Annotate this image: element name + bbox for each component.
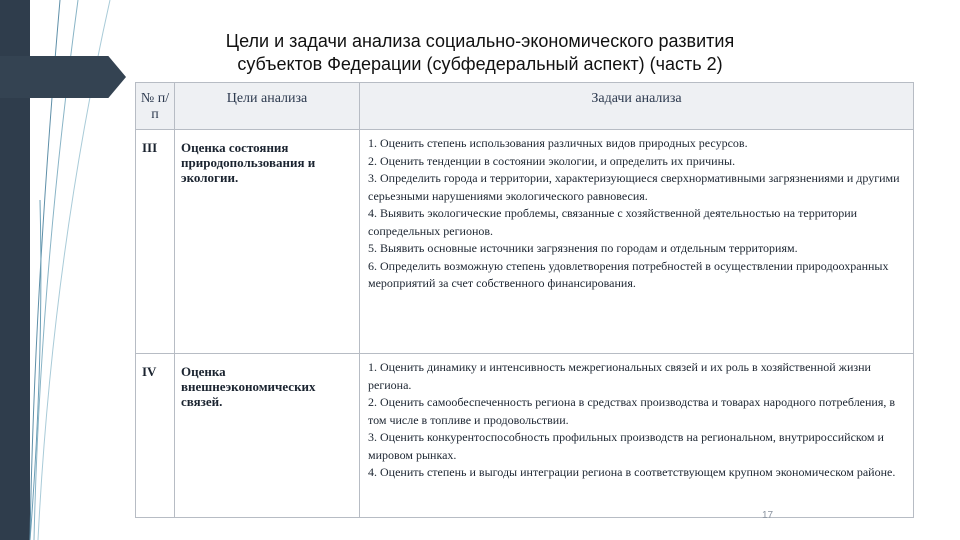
row-goal: Оценка состояния природопользования и экологии. <box>175 130 360 354</box>
analysis-table <box>135 82 914 518</box>
title-arrow-shape <box>0 56 126 98</box>
task-item: 3. Оценить конкурентоспособность профильных производств на региональном, внутрироссийском и мировом рынках. <box>368 430 884 462</box>
row-goal: Оценка внешнеэкономических связей. <box>175 354 360 518</box>
row-tasks <box>360 130 914 354</box>
task-item: 3. Определить города и территории, характеризующиеся сверхнормативными загрязнениями и другими серьезными нарушениями экологического равновесия. <box>368 171 900 203</box>
row-tasks <box>360 354 914 518</box>
header-tasks: Задачи анализа <box>360 83 914 130</box>
task-item: 6. Определить возможную степень удовлетворения потребностей в осуществлении природоохранных мероприятий за счет собственного финансирования. <box>368 258 889 290</box>
task-item: 4. Оценить степень и выгоды интеграции региона в соответствующем крупном экономическом районе. <box>368 465 896 479</box>
task-item: 4. Выявить экологические проблемы, связанные с хозяйственной деятельностью на территории сопредельных регионов. <box>368 206 858 238</box>
table-row <box>136 130 914 354</box>
task-item: 1. Оценить степень использования различных видов природных ресурсов. <box>368 136 748 150</box>
task-item: 2. Оценить самообеспеченность региона в средствах производства и товарах народного потребления, в том числе в топливе и продовольствии. <box>368 395 896 427</box>
task-item: 5. Выявить основные источники загрязнения по городам и отдельным территориям. <box>368 241 798 255</box>
slide-title-line-2: субъектов Федерации (субфедеральный аспект) (часть 2) <box>237 54 723 74</box>
table-header-row <box>136 83 914 130</box>
task-item: 2. Оценить тенденции в состоянии экологии, и определить их причины. <box>368 153 736 168</box>
slide-title-line-1: Цели и задачи анализа социально-экономического развития <box>225 31 735 51</box>
header-goals: Цели анализа <box>175 83 360 130</box>
row-number: III <box>136 130 175 354</box>
task-item: 1. Оценить динамику и интенсивность межрегиональных связей и их роль в хозяйственной жизни региона. <box>368 360 871 392</box>
row-number: IV <box>136 354 175 518</box>
table-row <box>136 354 914 518</box>
header-num: № п/п <box>136 83 175 130</box>
slide-title <box>160 30 800 76</box>
page-number: 17 <box>762 510 774 521</box>
